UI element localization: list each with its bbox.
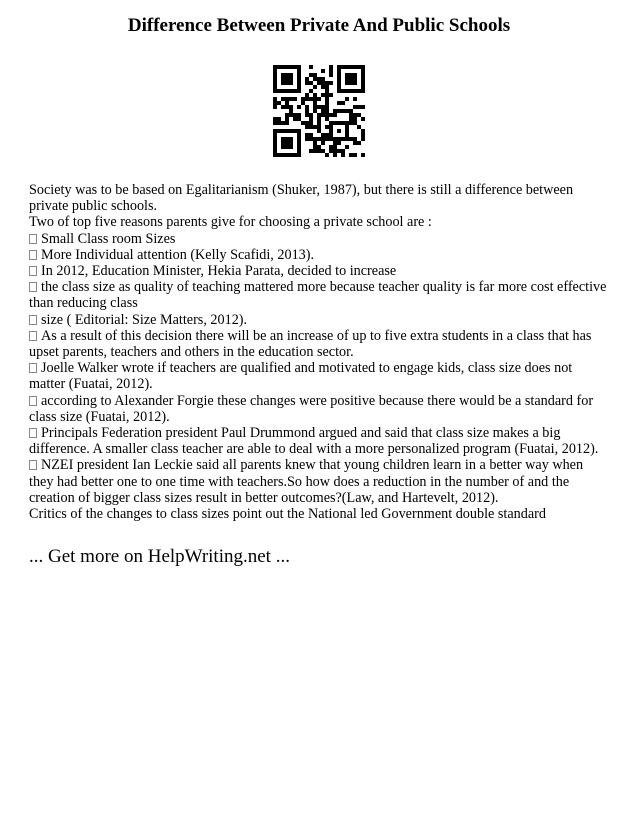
bullet-text: More Individual attention (Kelly Scafidi, 2013). [41, 246, 315, 263]
bullet-text: NZEI president Ian Leckie said all parents knew that young children learn in a better way when they had better one to one time with teachers.So how does a reduction in the number of and the creation of bigger class sizes result in better outcomes?(Law, and Hartevelt, 2012). [29, 457, 584, 506]
bullet-text: Principals Federation president Paul Drummond argued and said that class size makes a big difference. A smaller class teacher are able to deal with a more personalized program (Fuatai, 2012). [29, 425, 599, 458]
bullet-box-icon [29, 460, 37, 470]
bullet-box-icon [29, 396, 37, 406]
bullet-text: As a result of this decision there will be an increase of up to five extra students in a class that has upset parents, teachers and others in the education sector. [29, 327, 592, 361]
bullet-item [29, 425, 609, 457]
bullet-box-icon [29, 282, 37, 292]
bullet-box-icon [29, 331, 37, 341]
bullet-item [29, 457, 609, 506]
article-body [29, 182, 609, 522]
reasons-paragraph: Two of top five reasons parents give for choosing a private school are : [29, 214, 432, 231]
bullet-text: Small Class room Sizes [41, 230, 176, 247]
bullet-item [29, 312, 609, 328]
bullet-text: the class size as quality of teaching mattered more because teacher quality is far more cost effective than reducing class [29, 279, 607, 312]
bullet-item [29, 393, 609, 425]
bullet-item [29, 360, 609, 392]
bullet-box-icon [29, 250, 37, 260]
bullet-text: In 2012, Education Minister, Hekia Parata, decided to increase [41, 263, 397, 280]
bullet-item [29, 263, 609, 279]
closing-paragraph: Critics of the changes to class sizes point out the National led Government double standard [29, 506, 546, 523]
bullet-box-icon [29, 266, 37, 276]
bullet-box-icon [29, 428, 37, 438]
qr-code-graphic [273, 65, 365, 157]
bullet-box-icon [29, 363, 37, 373]
document-title: Difference Between Private And Public Schools [127, 15, 511, 36]
get-more-link[interactable]: ... Get more on HelpWriting.net ... [29, 546, 290, 567]
bullet-item [29, 279, 609, 311]
qr-code [273, 65, 365, 157]
bullet-box-icon [29, 234, 37, 244]
bullet-text: Joelle Walker wrote if teachers are qualified and motivated to engage kids, class size does not matter (Fuatai, 2012). [29, 360, 573, 393]
bullet-box-icon [29, 315, 37, 325]
bullet-item [29, 231, 609, 247]
bullet-text: according to Alexander Forgie these changes were positive because there would be a standard for class size (Fuatai, 2012). [29, 392, 594, 425]
bullet-item [29, 328, 609, 360]
bullet-text: size ( Editorial: Size Matters, 2012). [41, 311, 248, 328]
intro-paragraph: Society was to be based on Egalitarianism (Shuker, 1987), but there is still a difference between private public schools. [29, 182, 574, 215]
bullet-item [29, 247, 609, 263]
